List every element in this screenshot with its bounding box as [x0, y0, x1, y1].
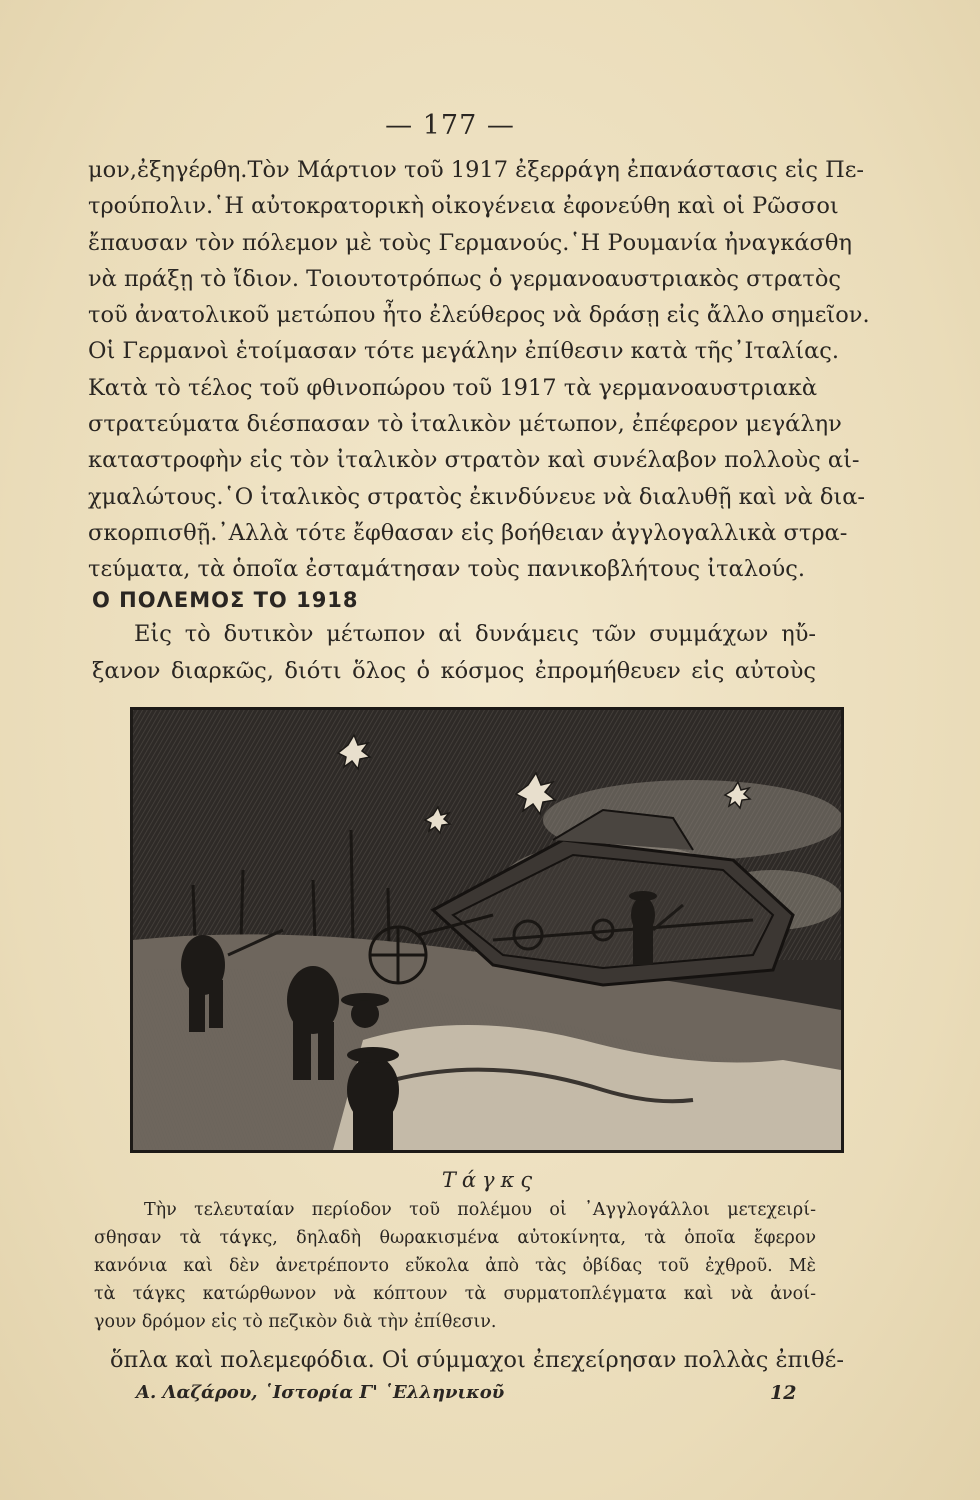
- continuation-line: ὅπλα καὶ πολεμεφόδια. Οἱ σύμμαχοι ἐπεχείρησαν πολλὰς ἐπιθέ-: [110, 1347, 844, 1373]
- text-line: χμαλώτους.῾Ο ἰταλικὸς στρατὸς ἐκινδύνευε νὰ διαλυθῇ καὶ νὰ δια-: [88, 483, 866, 510]
- footer-signature-number: 12: [770, 1382, 797, 1404]
- caption-line: Τὴν τελευταίαν περίοδον τοῦ πολέμου οἱ ᾿Αγγλογάλλοι μετεχειρί-: [144, 1200, 816, 1220]
- text-line: τοῦ ἀνατολικοῦ μετώπου ἦτο ἐλεύθερος νὰ δράσῃ εἰς ἄλλο σημεῖον.: [88, 302, 870, 329]
- caption-line: τὰ τάγκς κατώρθωνον νὰ κόπτουν τὰ συρματοπλέγματα καὶ νὰ ἀνοί-: [94, 1284, 816, 1304]
- caption-title: Τάγκς: [441, 1168, 539, 1192]
- caption-line: κανόνια καὶ δὲν ἀνετρέποντο εὔκολα ἀπὸ τὰς ὀβίδας τοῦ ἐχθροῦ. Μὲ: [94, 1256, 816, 1276]
- text-line: Κατὰ τὸ τέλος τοῦ φθινοπώρου τοῦ 1917 τὰ γερμανοαυστριακὰ: [88, 374, 818, 401]
- text-line: μον,ἐξηγέρθη.Τὸν Μάρτιον τοῦ 1917 ἐξερράγη ἐπανάστασις εἰς Πε-: [88, 157, 865, 183]
- caption-line: γουν δρόμον εἰς τὸ πεζικὸν διὰ τὴν ἐπίθεσιν.: [94, 1312, 497, 1332]
- text-line: Οἱ Γερμανοὶ ἑτοίμασαν τότε μεγάλην ἐπίθεσιν κατὰ τῆς᾿Ιταλίας.: [88, 338, 840, 365]
- footer-author-title: Α. Λαζάρου, ῾Ιστορία Γ' ῾Ελληνικοῦ: [136, 1382, 505, 1403]
- text-line: καταστροφὴν εἰς τὸν ἰταλικὸν στρατὸν καὶ συνέλαβον πολλοὺς αἰ-: [88, 447, 860, 474]
- figure-caption: [94, 1196, 816, 1336]
- text-line: στρατεύματα διέσπασαν τὸ ἰταλικὸν μέτωπον, ἐπέφερον μεγάλην: [88, 411, 842, 438]
- text-line: ξανον διαρκῶς, διότι ὅλος ὁ κόσμος ἐπρομήθευεν εἰς αὐτοὺς: [92, 658, 816, 684]
- tank-illustration: [130, 707, 844, 1153]
- text-line: τεύματα, τὰ ὁποῖα ἐσταμάτησαν τοὺς πανικοβλήτους ἰταλούς.: [88, 556, 805, 583]
- caption-line: σθησαν τὰ τάγκς, δηλαδὴ θωρακισμένα αὐτοκίνητα, τὰ ὁποῖα ἔφερον: [94, 1228, 816, 1248]
- text-line: νὰ πράξῃ τὸ ἴδιον. Τοιουτοτρόπως ὁ γερμανοαυστριακὸς στρατὸς: [88, 265, 842, 292]
- body-paragraph: [88, 152, 870, 588]
- text-line: τρούπολιν.῾Η αὐτοκρατορικὴ οἰκογένεια ἐφονεύθη καὶ οἱ Ρῶσσοι: [88, 193, 839, 220]
- text-line: σκορπισθῇ.᾿Αλλὰ τότε ἔφθασαν εἰς βοήθειαν ἀγγλογαλλικὰ στρα-: [88, 519, 848, 546]
- section-paragraph: [92, 616, 816, 690]
- text-line: ἔπαυσαν τὸν πόλεμον μὲ τοὺς Γερμανούς.῾Η Ρουμανία ἠναγκάσθη: [88, 229, 852, 256]
- text-line: Εἰς τὸ δυτικὸν μέτωπον αἱ δυνάμεις τῶν συμμάχων ηὔ-: [134, 621, 816, 647]
- section-heading: Ο ΠΟΛΕΜΟΣ ΤΟ 1918: [92, 588, 359, 612]
- page-number: — 177 —: [385, 110, 515, 141]
